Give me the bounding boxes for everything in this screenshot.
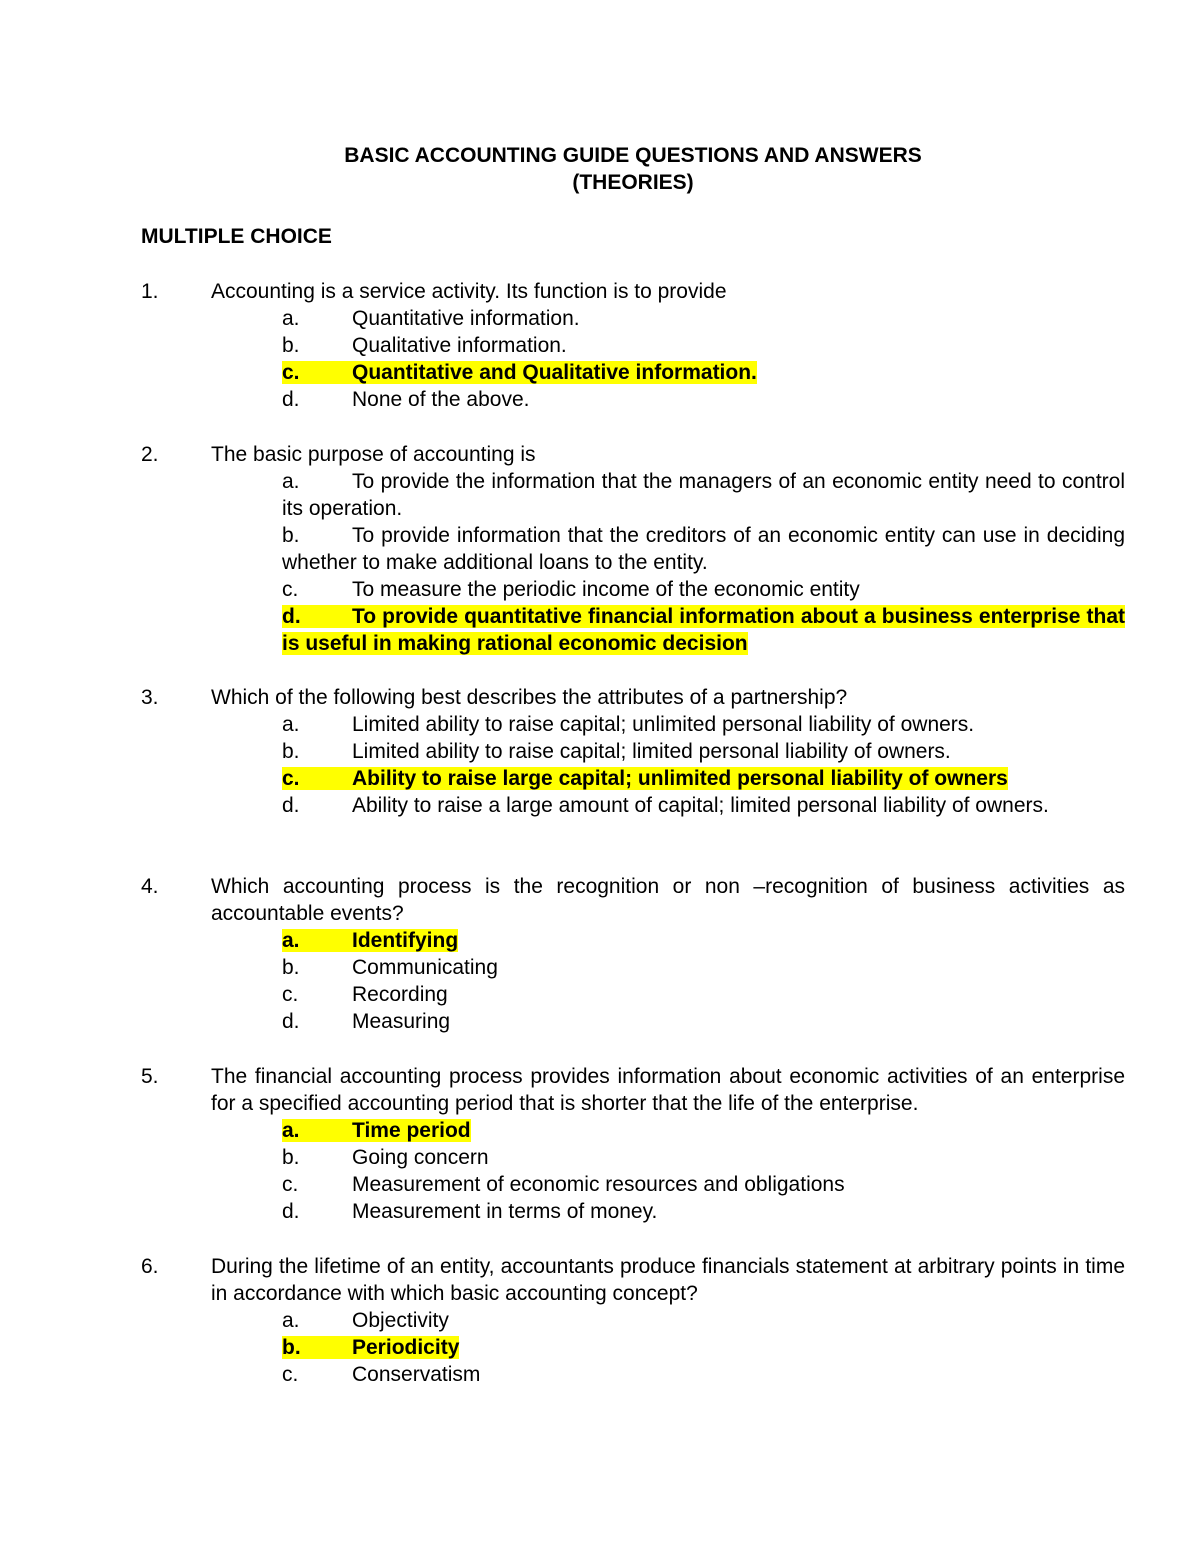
question-number: 6. xyxy=(141,1255,159,1278)
question-4 xyxy=(141,873,1125,1035)
option-a: a. Limited ability to raise capital; unlimited personal liability of owners. xyxy=(282,713,975,736)
document-title: BASIC ACCOUNTING GUIDE QUESTIONS AND ANSWERS xyxy=(344,144,922,167)
option-d: d. Ability to raise a large amount of capital; limited personal liability of owners. xyxy=(282,794,1049,817)
option-a-correct-answer: a. Time period xyxy=(282,1119,471,1142)
option-b: b. To provide information that the creditors of an economic entity can use in deciding whether to make additional loans to the entity. xyxy=(282,524,1125,574)
option-c-correct-answer: c. Quantitative and Qualitative information. xyxy=(282,361,757,384)
option-c: c. Measurement of economic resources and obligations xyxy=(282,1173,845,1196)
option-a-correct-answer: a. Identifying xyxy=(282,929,459,952)
option-d-correct-answer: d. To provide quantitative financial information about a business enterprise that is useful in making rational economic decision xyxy=(282,605,1125,655)
question-text: The basic purpose of accounting is xyxy=(211,443,536,466)
question-number: 4. xyxy=(141,875,159,898)
option-b: b. Communicating xyxy=(282,956,498,979)
option-c: c. To measure the periodic income of the economic entity xyxy=(282,578,860,601)
question-number: 3. xyxy=(141,686,159,709)
question-text: Which of the following best describes the attributes of a partnership? xyxy=(211,686,848,709)
option-a: a. Objectivity xyxy=(282,1309,449,1332)
option-b-correct-answer: b. Periodicity xyxy=(282,1336,460,1359)
option-d: d. Measurement in terms of money. xyxy=(282,1200,658,1223)
document-subtitle: (THEORIES) xyxy=(572,171,694,194)
question-text: Which accounting process is the recognition or non –recognition of business activities as accountable events? xyxy=(211,875,1125,925)
question-text: During the lifetime of an entity, accountants produce financials statement at arbitrary points in time in accordance with which basic accounting concept? xyxy=(211,1255,1125,1305)
question-number: 2. xyxy=(141,443,159,466)
option-c: c. Conservatism xyxy=(282,1363,481,1386)
option-a: a. To provide the information that the managers of an economic entity need to control its operation. xyxy=(282,470,1125,520)
option-d: d. Measuring xyxy=(282,1010,451,1033)
question-6 xyxy=(141,1253,1125,1388)
option-b: b. Limited ability to raise capital; limited personal liability of owners. xyxy=(282,740,951,763)
option-a: a. Quantitative information. xyxy=(282,307,580,330)
option-c: c. Recording xyxy=(282,983,448,1006)
option-b: b. Qualitative information. xyxy=(282,334,567,357)
question-3 xyxy=(141,684,1125,819)
question-number: 5. xyxy=(141,1065,159,1088)
section-heading: MULTIPLE CHOICE xyxy=(141,225,332,248)
option-b: b. Going concern xyxy=(282,1146,489,1169)
question-2 xyxy=(141,441,1125,657)
question-5 xyxy=(141,1063,1125,1225)
question-1 xyxy=(141,278,1125,413)
option-d: d. None of the above. xyxy=(282,388,530,411)
option-c-correct-answer: c. Ability to raise large capital; unlimited personal liability of owners xyxy=(282,767,1008,790)
question-text: Accounting is a service activity. Its function is to provide xyxy=(211,280,727,303)
question-number: 1. xyxy=(141,280,159,303)
question-text: The financial accounting process provides information about economic activities of an enterprise for a specified accounting period that is shorter that the life of the enterprise. xyxy=(211,1065,1125,1115)
